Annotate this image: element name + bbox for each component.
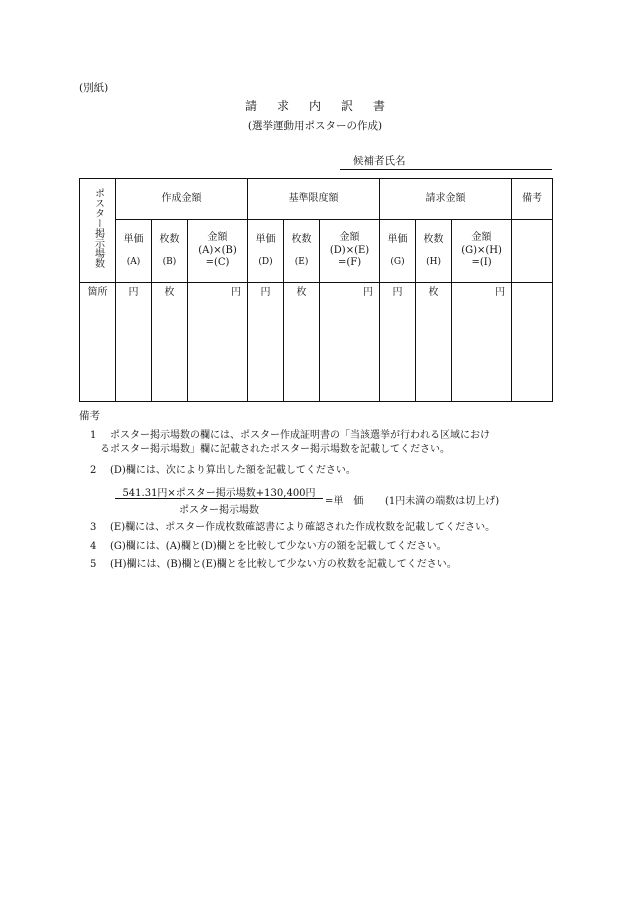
cell-unit-g[interactable]: 円	[380, 283, 416, 402]
creation-amount-header: 作成金額	[116, 179, 248, 220]
remarks-sub	[512, 220, 553, 283]
note-item-1: 1 ポスター掲示場数の欄には、ポスター作成証明書の「当該選挙が行われる区域におけ るポスター掲示場数」欄に記載されたポスター掲示場数を記載してください。	[90, 430, 490, 455]
formula-equals: =単 価	[325, 496, 364, 507]
unit-price-a: 単価 (A)	[116, 220, 152, 283]
cell-count-b[interactable]: 枚	[152, 283, 188, 402]
formula-denominator: ポスター掲示場数	[179, 505, 259, 516]
note-item-4: 4 (G)欄には、(A)欄と(D)欄とを比較して少ない方の額を記載してください。	[90, 541, 447, 552]
cell-unit-a[interactable]: 円	[116, 283, 152, 402]
formula-fraction-line	[115, 498, 323, 499]
amount-i: 金額 (G)×(H) =(I)	[452, 220, 512, 283]
table-row	[80, 283, 553, 402]
limit-amount-header: 基準限度額	[248, 179, 380, 220]
note-item-2: 2 (D)欄には、次により算出した額を記載してください。	[90, 465, 356, 476]
request-breakdown-table	[79, 178, 553, 402]
attachment-label: (別紙)	[79, 82, 109, 94]
document-title: 請求内訳書	[244, 99, 405, 113]
cell-count-h[interactable]: 枚	[416, 283, 452, 402]
count-h: 枚数 (H)	[416, 220, 452, 283]
note-item-3: 3 (E)欄には、ポスター作成枚数確認書により確認された作成枚数を記載してください。	[90, 522, 496, 533]
cell-amount-i[interactable]: 円	[452, 283, 512, 402]
formula-rounding-note: (1円未満の端数は切上げ)	[385, 496, 500, 507]
cell-amount-c[interactable]: 円	[188, 283, 248, 402]
cell-places[interactable]: 箇所	[80, 283, 116, 402]
unit-price-g: 単価 (G)	[380, 220, 416, 283]
cell-unit-d[interactable]: 円	[248, 283, 284, 402]
remarks-header: 備考	[512, 179, 553, 220]
cell-amount-f[interactable]: 円	[320, 283, 380, 402]
candidate-name-field[interactable]	[340, 153, 552, 170]
amount-f: 金額 (D)×(E) =(F)	[320, 220, 380, 283]
unit-price-d: 単価 (D)	[248, 220, 284, 283]
note-item-5: 5 (H)欄には、(B)欄と(E)欄とを比較して少ない方の枚数を記載してください。	[90, 559, 457, 570]
cell-count-e[interactable]: 枚	[284, 283, 320, 402]
cell-remarks[interactable]	[512, 283, 553, 402]
candidate-name-label: 候補者氏名	[353, 155, 406, 167]
claim-amount-header: 請求金額	[380, 179, 512, 220]
notes-title: 備考	[79, 410, 100, 422]
formula-numerator: 541.31円×ポスター掲示場数+130,400円	[122, 488, 316, 499]
document-subtitle: (選挙運動用ポスターの作成)	[247, 120, 383, 132]
count-e: 枚数 (E)	[284, 220, 320, 283]
amount-c: 金額 (A)×(B) =(C)	[188, 220, 248, 283]
poster-sites-header: ポスター掲示場数	[80, 179, 116, 283]
count-b: 枚数 (B)	[152, 220, 188, 283]
